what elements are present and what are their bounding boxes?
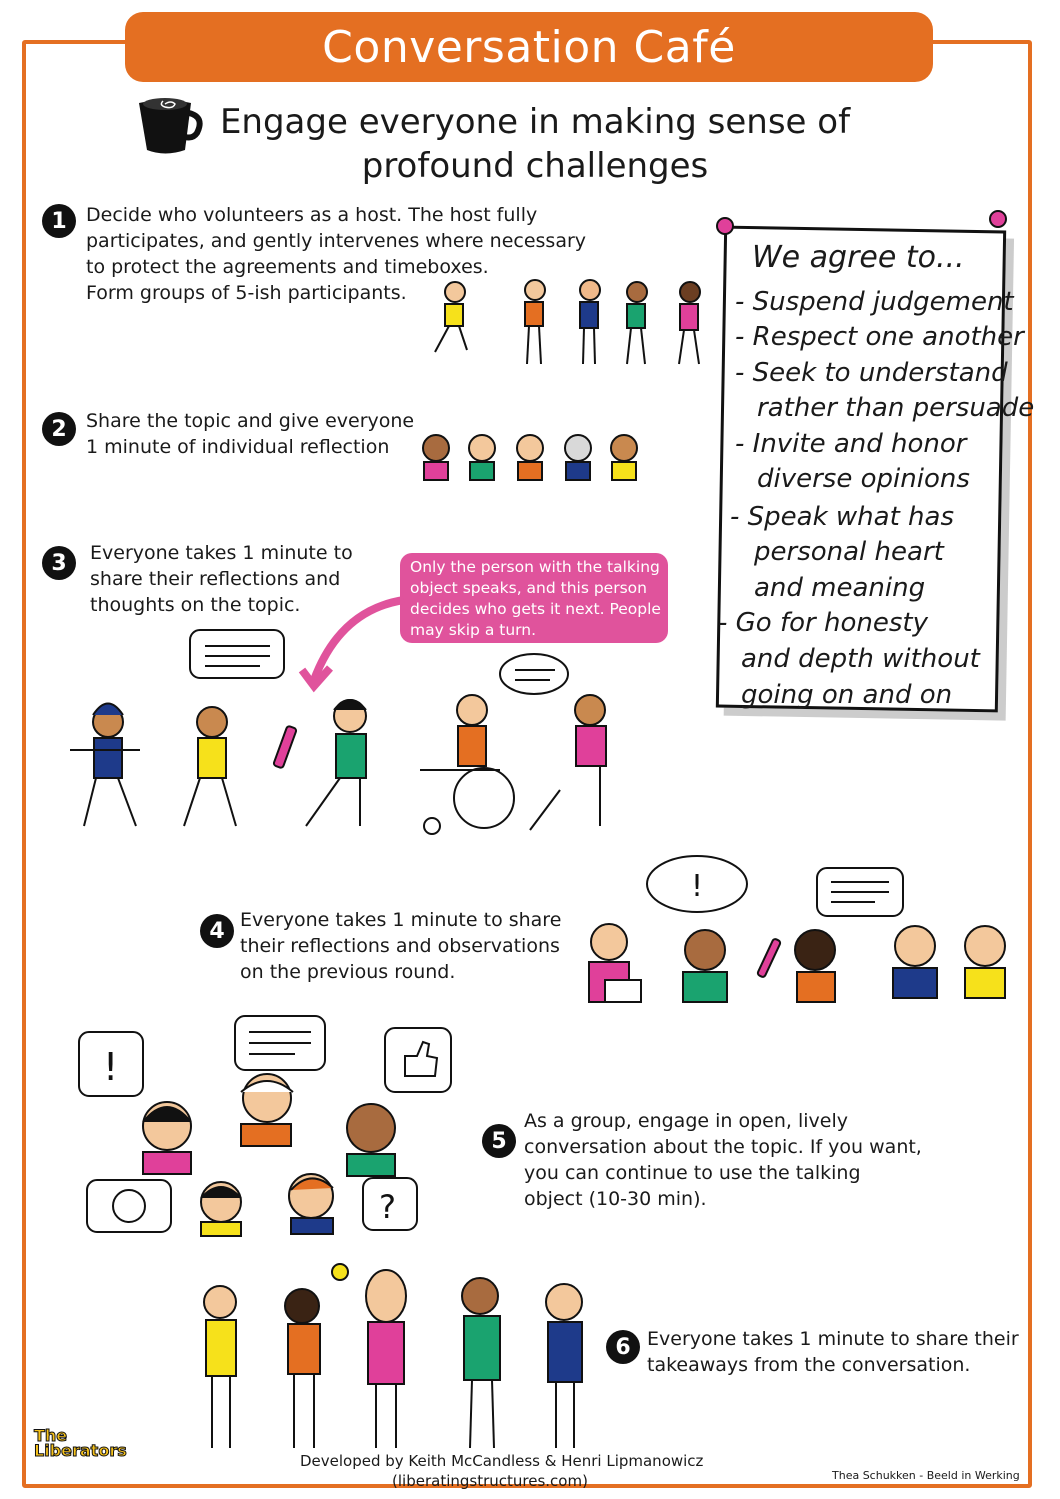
step-1-line: participates, and gently intervenes where necessary [86,230,587,252]
step-4-text [240,907,561,985]
step-5-number: 5 [482,1124,516,1158]
agreement-line: diverse opinions [757,464,970,494]
step-4-number: 4 [200,914,234,948]
step-6-number: 6 [606,1330,640,1364]
callout-line: Only the person with the talking [410,558,660,576]
coffee-cup-icon [135,95,205,160]
agreement-line: - Go for honesty [718,608,928,638]
step-3-line: Everyone takes 1 minute to [90,542,353,564]
step-3-number: 3 [42,546,76,580]
step-5-line: conversation about the topic. If you want, [524,1136,922,1158]
logo-line: Liberators [34,1441,127,1460]
pin-icon [989,210,1007,228]
step-5-text [524,1108,922,1212]
agreement-line: - Seek to understand [735,358,1008,388]
agreement-line: and depth without [741,644,980,674]
step-1-line: Form groups of 5-ish participants. [86,282,407,304]
step-4-line: their reflections and observations [240,935,560,957]
step-3-circle-illustration [60,630,660,840]
step-1-people-illustration [415,272,715,372]
illustrator-credit: Thea Schukken - Beeld in Werking [832,1469,1020,1482]
step-3-line: thoughts on the topic. [90,594,301,616]
agreement-line: - Speak what has [730,502,954,532]
step-5-line: you can continue to use the talking [524,1162,861,1184]
step-6-line: takeaways from the conversation. [647,1354,971,1376]
callout-line: decides who gets it next. People [410,600,661,618]
agreement-line: going on and on [741,680,953,710]
step-1-line: to protect the agreements and timeboxes. [86,256,489,278]
svg-text:?: ? [379,1188,396,1226]
callout-line: may skip a turn. [410,621,536,639]
agreement-line: and meaning [754,573,926,603]
svg-text:!: ! [691,869,704,904]
step-4-line: Everyone takes 1 minute to share [240,909,562,931]
step-2-line: 1 minute of individual reflection [86,436,390,458]
pin-icon [716,217,734,235]
agreement-line: - Invite and honor [735,429,967,459]
step-5-line: As a group, engage in open, lively [524,1110,848,1132]
agreement-line: personal heart [754,537,944,567]
credit-line: (liberatingstructures.com) [392,1472,588,1490]
callout-line: object speaks, and this person [410,579,647,597]
step-2-heads-illustration [418,428,648,484]
credit-line: Developed by Keith McCandless & Henri Lipmanowicz [300,1452,704,1470]
step-1-line: Decide who volunteers as a host. The host fully [86,204,538,226]
page-title: Conversation Café [322,21,736,73]
step-4-line: on the previous round. [240,961,456,983]
step-6-line: Everyone takes 1 minute to share their [647,1328,1019,1350]
agreements-title: We agree to... [752,240,965,275]
step-6-group-illustration [180,1262,610,1452]
agreement-line: - Suspend judgement [735,287,1014,317]
credit [300,1451,704,1491]
step-4-group-illustration [575,850,1025,1025]
step-5-line: object (10-30 min). [524,1188,707,1210]
title-banner [125,12,933,82]
step-6-text [647,1326,1019,1378]
svg-text:!: ! [103,1045,119,1089]
step-3-line: share their reflections and [90,568,341,590]
step-1-number: 1 [42,204,76,238]
logo-line: The [34,1426,68,1445]
agreement-line: rather than persuade [757,393,1035,423]
subtitle-line-2: profound challenges [361,146,709,186]
liberators-logo [34,1428,127,1458]
step-2-number: 2 [42,412,76,446]
step-2-line: Share the topic and give everyone [86,410,415,432]
step-2-text [86,408,414,460]
agreement-line: - Respect one another [735,322,1024,352]
subtitle-line-1: Engage everyone in making sense of [219,102,851,142]
step-5-conversation-illustration [75,1012,465,1237]
subtitle [210,100,860,188]
